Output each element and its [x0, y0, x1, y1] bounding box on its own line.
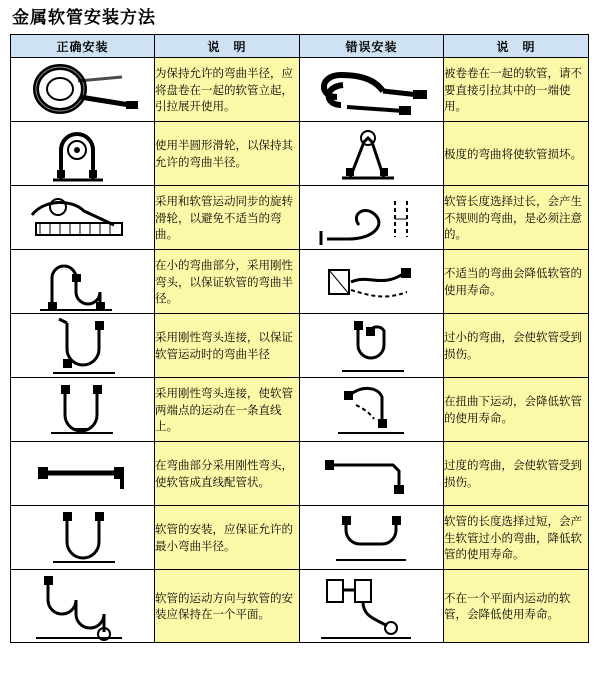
desc-wrong: 极度的弯曲将使软管损坏。	[444, 122, 589, 186]
synchronized-rotating-pulley-figure	[18, 189, 148, 247]
desc-wrong: 软管的长度选择过短，会产生软管过小的弯曲，降低软管的使用寿命。	[444, 506, 589, 570]
table-row	[11, 378, 589, 442]
sharp-bend-pulley-figure	[312, 124, 432, 184]
rigid-bend-small-radius-figure	[18, 252, 148, 312]
desc-correct: 在弯曲部分采用刚性弯头，使软管成直线配管状。	[155, 442, 300, 506]
desc-correct: 采用刚性弯头连接，以保证软管运动时的弯曲半径	[155, 314, 300, 378]
excess-length-loop-figure	[307, 189, 437, 247]
table-row	[11, 506, 589, 570]
desc-correct: 在小的弯曲部分，采用刚性弯头，以保证软管的弯曲半径。	[155, 250, 300, 314]
improper-bend-figure	[307, 252, 437, 312]
figure-cell-wrong	[300, 58, 444, 122]
figure-cell-wrong	[300, 442, 444, 506]
too-small-bend-figure	[312, 315, 432, 377]
straight-line-motion-figure	[23, 379, 143, 441]
rigid-elbow-straight-piping-figure	[18, 447, 148, 501]
desc-correct: 为保持允许的弯曲半径，应将盘卷在一起的软管立起，引拉展开使用。	[155, 58, 300, 122]
table-row	[11, 58, 589, 122]
over-length-bend-figure	[312, 508, 432, 568]
figure-cell-correct	[11, 186, 155, 250]
figure-cell-correct	[11, 122, 155, 186]
minimum-bend-radius-install-figure	[23, 508, 143, 568]
figure-cell-wrong	[300, 570, 444, 643]
desc-correct: 使用半圆形滑轮，以保持其允许的弯曲半径。	[155, 122, 300, 186]
figure-cell-correct	[11, 378, 155, 442]
excessive-bend-figure	[307, 447, 437, 501]
desc-wrong: 不在一个平面内运动的软管，会降低使用寿命。	[444, 570, 589, 643]
table-row	[11, 442, 589, 506]
page-title: 金属软管安装方法	[12, 8, 156, 28]
rigid-elbow-connection-figure	[23, 315, 143, 377]
table-row	[11, 122, 589, 186]
twisting-motion-figure	[312, 379, 432, 441]
desc-wrong: 在扭曲下运动，会降低软管的使用寿命。	[444, 378, 589, 442]
desc-wrong: 过小的弯曲，会使软管受到损伤。	[444, 314, 589, 378]
same-plane-motion-figure	[18, 570, 148, 642]
figure-cell-correct	[11, 58, 155, 122]
desc-correct: 软管的安装，应保证允许的最小弯曲半径。	[155, 506, 300, 570]
desc-wrong: 过度的弯曲，会使软管受到损伤。	[444, 442, 589, 506]
figure-cell-correct	[11, 442, 155, 506]
coiled-hose-pulled-figure	[307, 61, 437, 119]
figure-cell-correct	[11, 314, 155, 378]
desc-wrong: 不适当的弯曲会降低软管的使用寿命。	[444, 250, 589, 314]
figure-cell-wrong	[300, 186, 444, 250]
figure-cell-correct	[11, 570, 155, 643]
desc-correct: 采用刚性弯头连接，使软管两端点的运动在一条直线上。	[155, 378, 300, 442]
desc-correct: 软管的运动方向与软管的安装应保持在一个平面。	[155, 570, 300, 643]
table-row	[11, 250, 589, 314]
header-wrong-install: 错误安装	[300, 35, 444, 58]
table-header-row	[11, 35, 589, 58]
figure-cell-wrong	[300, 506, 444, 570]
table-row	[11, 314, 589, 378]
figure-cell-wrong	[300, 122, 444, 186]
table-row	[11, 186, 589, 250]
desc-wrong: 被卷卷在一起的软管，请不要直接引拉其中的一端使用。	[444, 58, 589, 122]
figure-cell-correct	[11, 250, 155, 314]
out-of-plane-motion-figure	[307, 570, 437, 642]
desc-correct: 采用和软管运动同步的旋转滑轮，以避免不适当的弯曲。	[155, 186, 300, 250]
desc-wrong: 软管长度选择过长，会产生不规则的弯曲，是必须注意的。	[444, 186, 589, 250]
hose-installation-table	[10, 34, 589, 643]
table-row	[11, 570, 589, 643]
semicircular-pulley-figure	[23, 124, 143, 184]
header-wrong-desc: 说 明	[444, 35, 589, 58]
figure-cell-wrong	[300, 250, 444, 314]
header-correct-install: 正确安装	[11, 35, 155, 58]
figure-cell-correct	[11, 506, 155, 570]
figure-cell-wrong	[300, 378, 444, 442]
coiled-hose-vertical-figure	[18, 61, 148, 119]
header-correct-desc: 说 明	[155, 35, 300, 58]
figure-cell-wrong	[300, 314, 444, 378]
